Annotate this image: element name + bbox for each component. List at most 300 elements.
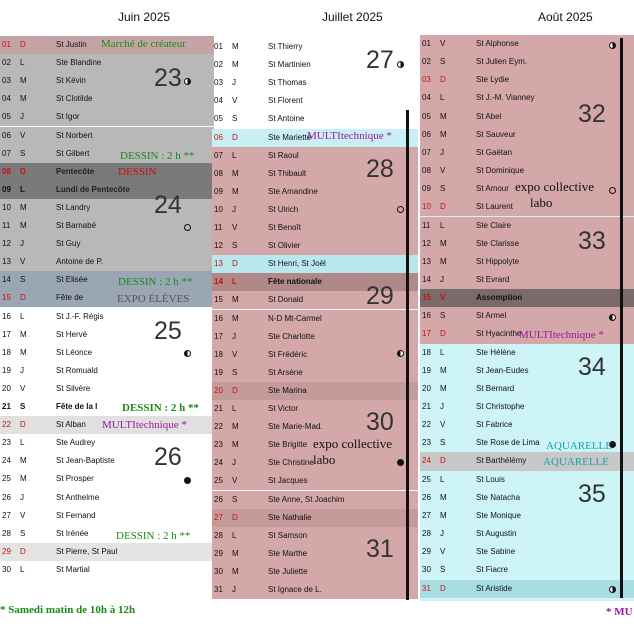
saint-name: St Pierre, St Paul — [56, 546, 118, 556]
august-day-row — [420, 416, 634, 434]
weekday-letter: V — [232, 223, 238, 232]
week-35: 35 — [578, 480, 606, 508]
weekday-letter: J — [232, 331, 236, 341]
weekday-letter: M — [232, 440, 239, 450]
july-day-row — [212, 491, 418, 509]
weekday-letter: L — [440, 93, 445, 103]
weekday-letter: S — [232, 494, 238, 504]
weekday-letter: M — [232, 42, 239, 51]
weekday-letter: J — [20, 112, 24, 122]
weekday-letter: S — [440, 565, 446, 575]
saint-name: St Jean-Baptiste — [56, 456, 115, 466]
annotation-expo-collective: expo collective — [515, 179, 595, 194]
july-day-row — [212, 237, 418, 255]
day-number: 21 — [422, 402, 431, 411]
weekday-letter: S — [232, 114, 238, 124]
day-number: 21 — [214, 404, 223, 413]
weekday-letter: S — [440, 438, 446, 448]
saint-name: St Gaëtan — [476, 147, 513, 157]
august-day-row — [420, 35, 634, 53]
saint-name: Ste Marie-Mad. — [268, 422, 323, 432]
weekday-letter: D — [20, 293, 26, 303]
day-number: 20 — [214, 385, 223, 395]
day-number: 26 — [214, 494, 223, 504]
july-day-row — [212, 92, 418, 110]
weekday-letter: V — [440, 293, 446, 303]
day-number: 29 — [422, 547, 431, 557]
weekday-letter: M — [232, 168, 239, 178]
weekday-letter: S — [440, 311, 446, 321]
day-number: 07 — [214, 150, 223, 160]
day-number: 04 — [422, 93, 431, 103]
day-number: 04 — [214, 96, 223, 106]
weekday-letter: M — [20, 76, 27, 86]
day-number: 27 — [422, 510, 431, 520]
weekday-letter: M — [440, 492, 447, 502]
week-34: 34 — [578, 353, 606, 381]
july-day-row — [212, 346, 418, 364]
june-day-row — [0, 54, 214, 72]
weekday-letter: J — [232, 585, 236, 594]
saint-name: St Thierry — [268, 42, 303, 51]
annotation-dessin: DESSIN : 2 h ** — [122, 402, 200, 414]
moon-new-icon — [609, 187, 616, 194]
day-number: 19 — [2, 365, 11, 375]
saint-name: St Samson — [268, 530, 308, 540]
saint-name: St Thomas — [268, 78, 307, 88]
weekday-letter: S — [20, 402, 26, 411]
saint-name: Ste Marthe — [268, 548, 308, 558]
saint-name: Ste Nathalie — [268, 512, 312, 522]
moon-first-quarter-icon — [397, 61, 404, 68]
weekday-letter: D — [440, 75, 446, 85]
annotation-labo: labo — [313, 452, 336, 467]
saint-name: St Hyacinthe — [476, 329, 522, 339]
weekday-letter: L — [232, 150, 237, 160]
saint-name: St Florent — [268, 96, 303, 106]
saint-name: Ste Hélène — [476, 347, 516, 357]
annotation-dessin-red: DESSIN — [118, 166, 157, 178]
saint-name: Ste Mariette — [268, 132, 312, 142]
day-number: 07 — [2, 148, 11, 158]
saint-name: St Clotilde — [56, 94, 93, 104]
weekday-letter: D — [232, 385, 238, 395]
day-number: 11 — [214, 223, 223, 232]
day-number: 25 — [214, 476, 223, 486]
june-day-row — [0, 127, 214, 145]
saint-name: St Louis — [476, 474, 505, 484]
weekday-letter: M — [232, 566, 239, 576]
day-number: 12 — [422, 238, 431, 248]
june-day-row — [0, 344, 214, 362]
weekday-letter: S — [440, 57, 446, 67]
day-number: 20 — [2, 383, 11, 393]
saint-name: St Amour — [476, 184, 509, 194]
august-day-row — [420, 198, 634, 216]
weekday-letter: D — [440, 456, 446, 466]
weekday-letter: V — [440, 547, 446, 557]
july-day-row — [212, 581, 418, 599]
saint-name: Ste Natacha — [476, 492, 521, 502]
day-number: 02 — [422, 57, 431, 67]
day-number: 05 — [422, 111, 431, 121]
weekday-letter: M — [20, 202, 27, 212]
saint-name: St Elisée — [56, 275, 88, 285]
saint-name: St Martial — [56, 564, 90, 574]
day-number: 03 — [214, 78, 223, 88]
weekday-letter: M — [232, 60, 239, 70]
saint-name: St Léonce — [56, 347, 93, 357]
moon-full-icon — [397, 459, 404, 466]
day-number: 21 — [2, 402, 11, 411]
july-day-row — [212, 563, 418, 581]
june-day-row — [0, 561, 214, 579]
saint-name: St Igor — [56, 112, 80, 122]
day-number: 24 — [214, 458, 223, 468]
saint-name: St Prosper — [56, 474, 94, 484]
annotation-dessin: DESSIN : 2 h ** — [118, 276, 193, 288]
footer-note-right: * MU — [606, 606, 633, 618]
july-day-row — [212, 509, 418, 527]
saint-name: Ste Monique — [476, 510, 521, 520]
day-number: 19 — [422, 365, 431, 375]
saint-name: St Fernand — [56, 510, 96, 520]
saint-name: Fête de — [56, 293, 84, 303]
day-number: 15 — [422, 293, 431, 303]
weekday-letter: S — [232, 367, 238, 377]
weekday-letter: D — [232, 259, 238, 269]
saint-name: St Olivier — [268, 241, 301, 251]
day-number: 03 — [422, 75, 431, 85]
saint-name: St Frédéric — [268, 349, 308, 359]
day-number: 05 — [2, 112, 11, 122]
saint-name: Ste Claire — [476, 220, 512, 230]
saint-name: Ste Anne, St Joachim — [268, 494, 345, 504]
day-number: 16 — [2, 311, 11, 321]
weekday-letter: D — [440, 202, 446, 212]
saint-name: St Irénée — [56, 528, 89, 538]
day-number: 20 — [422, 383, 431, 393]
june-day-row — [0, 452, 214, 470]
weekday-letter: L — [232, 530, 237, 540]
weekday-letter: D — [232, 132, 238, 142]
saint-name: St Ignace de L. — [268, 585, 322, 594]
annotation-dessin: DESSIN : 2 h ** — [120, 150, 195, 162]
day-number: 25 — [422, 474, 431, 484]
day-number: 27 — [214, 512, 223, 522]
weekday-letter: J — [440, 402, 444, 411]
day-number: 30 — [422, 565, 431, 575]
august-day-row — [420, 162, 634, 180]
day-number: 08 — [2, 166, 11, 176]
june-day-row — [0, 326, 214, 344]
august-day-row — [420, 307, 634, 325]
saint-name: Ste Amandine — [268, 186, 318, 196]
saint-name: Antoine de P. — [56, 257, 104, 267]
day-number: 30 — [2, 564, 11, 574]
day-number: 22 — [2, 420, 11, 430]
saint-name: St Augustin — [476, 529, 517, 539]
day-number: 01 — [214, 42, 223, 51]
annotation-marche: Marché de créateur — [101, 38, 186, 50]
annotation-multitechnique: MULTItechnique * — [102, 419, 187, 431]
week-23: 23 — [154, 64, 182, 92]
july-header: Juillet 2025 — [322, 10, 383, 24]
day-number: 08 — [422, 166, 431, 176]
weekday-letter: M — [20, 456, 27, 466]
june-day-row — [0, 308, 214, 326]
august-header: Août 2025 — [538, 10, 593, 24]
saint-name: Fête nationale — [268, 277, 322, 287]
saint-name: Ste Brigitte — [268, 440, 308, 450]
day-number: 12 — [2, 239, 11, 249]
day-number: 23 — [2, 438, 11, 448]
saint-name: St Victor — [268, 404, 299, 413]
week-28: 28 — [366, 155, 394, 183]
june-day-row — [0, 380, 214, 398]
moon-last-quarter-icon — [184, 350, 191, 357]
weekday-letter: M — [232, 422, 239, 432]
day-number: 17 — [422, 329, 431, 339]
day-number: 11 — [2, 221, 11, 230]
saint-name: Ste Clarisse — [476, 238, 520, 248]
day-number: 17 — [214, 331, 223, 341]
week-24: 24 — [154, 191, 182, 219]
weekday-letter: M — [20, 329, 27, 339]
day-number: 14 — [2, 275, 11, 285]
weekday-letter: M — [440, 383, 447, 393]
day-number: 10 — [214, 204, 223, 214]
weekday-letter: S — [232, 241, 238, 251]
saint-name: Ste Marina — [268, 385, 307, 395]
saint-name: St Abel — [476, 111, 502, 121]
june-day-row — [0, 362, 214, 380]
weekday-letter: V — [440, 39, 446, 48]
day-number: 08 — [214, 168, 223, 178]
day-number: 30 — [214, 566, 223, 576]
weekday-letter: M — [20, 474, 27, 484]
weekday-letter: M — [232, 295, 239, 305]
day-number: 18 — [214, 349, 223, 359]
saint-name: St Romuald — [56, 365, 98, 375]
june-day-row — [0, 72, 214, 90]
august-day-row — [420, 380, 634, 398]
moon-first-quarter-icon — [609, 586, 616, 593]
june-day-row — [0, 507, 214, 525]
week-27: 27 — [366, 46, 394, 74]
weekday-letter: J — [20, 492, 24, 502]
day-number: 19 — [214, 367, 223, 377]
august-day-row — [420, 53, 634, 71]
day-number: 16 — [422, 311, 431, 321]
day-number: 02 — [214, 60, 223, 70]
saint-name: Ste Sabine — [476, 547, 516, 557]
weekday-letter: V — [20, 130, 26, 140]
june-header: Juin 2025 — [118, 10, 171, 24]
saint-name: St Jacques — [268, 476, 308, 486]
day-number: 28 — [214, 530, 223, 540]
day-number: 28 — [422, 529, 431, 539]
weekday-letter: D — [232, 512, 238, 522]
weekday-letter: M — [440, 111, 447, 121]
saint-name: Ste Juliette — [268, 566, 308, 576]
day-number: 13 — [422, 256, 431, 266]
day-number: 02 — [2, 58, 11, 68]
june-day-row — [0, 470, 214, 488]
august-day-row — [420, 543, 634, 561]
saint-name: St Ulrich — [268, 204, 299, 214]
weekday-letter: L — [20, 564, 25, 574]
saint-name: St Donald — [268, 295, 304, 305]
saint-name: St Martinien — [268, 60, 311, 70]
saint-name: St Dominique — [476, 166, 525, 176]
week-29: 29 — [366, 282, 394, 310]
july-bar — [406, 110, 409, 600]
day-number: 22 — [214, 422, 223, 432]
week-32: 32 — [578, 100, 606, 128]
july-column — [212, 38, 418, 602]
weekday-letter: L — [20, 311, 25, 321]
day-number: 28 — [2, 528, 11, 538]
saint-name: St Christophe — [476, 402, 525, 411]
day-number: 05 — [214, 114, 223, 124]
saint-name: St Barnabé — [56, 221, 97, 230]
weekday-letter: L — [440, 474, 445, 484]
weekday-letter: M — [440, 256, 447, 266]
moon-last-quarter-icon — [397, 350, 404, 357]
day-number: 25 — [2, 474, 11, 484]
weekday-letter: D — [440, 583, 446, 593]
day-number: 17 — [2, 329, 11, 339]
weekday-letter: L — [440, 347, 445, 357]
saint-name: St Thibault — [268, 168, 307, 178]
day-number: 03 — [2, 76, 11, 86]
august-day-row — [420, 507, 634, 525]
weekday-letter: V — [232, 349, 238, 359]
weekday-letter: M — [440, 238, 447, 248]
saint-name: St Guy — [56, 239, 81, 249]
saint-name: St Alphonse — [476, 39, 519, 48]
day-number: 31 — [214, 585, 223, 594]
day-number: 06 — [2, 130, 11, 140]
saint-name: St Alban — [56, 420, 86, 430]
june-day-row — [0, 434, 214, 452]
august-day-row — [420, 580, 634, 598]
week-26: 26 — [154, 443, 182, 471]
weekday-letter: L — [232, 277, 237, 287]
july-day-row — [212, 219, 418, 237]
weekday-letter: V — [232, 476, 238, 486]
day-number: 24 — [422, 456, 431, 466]
saint-name: St J.-M. Vianney — [476, 93, 535, 103]
weekday-letter: J — [440, 147, 444, 157]
moon-new-icon — [184, 224, 191, 231]
august-day-row — [420, 271, 634, 289]
saint-name: St Gilbert — [56, 148, 90, 158]
weekday-letter: S — [20, 275, 26, 285]
day-number: 09 — [214, 186, 223, 196]
august-day-row — [420, 289, 634, 307]
day-number: 14 — [422, 274, 431, 284]
saint-name: St Hervé — [56, 329, 88, 339]
saint-name: St Arsène — [268, 367, 303, 377]
weekday-letter: V — [440, 166, 446, 176]
day-number: 01 — [422, 39, 431, 48]
weekday-letter: D — [20, 420, 26, 430]
day-number: 23 — [214, 440, 223, 450]
annotation-expo-eleves: EXPO ÉLÈVES — [117, 293, 190, 305]
annotation-expo-collective: expo collective — [313, 436, 393, 451]
annotation-labo: labo — [530, 195, 553, 210]
june-day-row — [0, 489, 214, 507]
weekday-letter: L — [232, 404, 237, 413]
day-number: 16 — [214, 313, 223, 323]
saint-name: St Fabrice — [476, 420, 513, 430]
weekday-letter: S — [440, 184, 446, 194]
weekday-letter: D — [20, 40, 26, 49]
weekday-letter: L — [20, 438, 25, 448]
saint-name: St Bernard — [476, 383, 515, 393]
weekday-letter: M — [232, 186, 239, 196]
saint-name: Assomption — [476, 293, 523, 303]
june-day-row — [0, 235, 214, 253]
saint-name: St Anthelme — [56, 492, 100, 502]
day-number: 15 — [2, 293, 11, 303]
saint-name: St Jean-Eudes — [476, 365, 529, 375]
day-number: 09 — [2, 184, 11, 194]
june-column — [0, 36, 214, 581]
weekday-letter: M — [440, 129, 447, 139]
weekday-letter: D — [20, 546, 26, 556]
day-number: 07 — [422, 147, 431, 157]
annotation-multitechnique: MULTItechnique * — [519, 329, 604, 341]
saint-name: Pentecôte — [56, 166, 95, 176]
july-day-row — [212, 328, 418, 346]
weekday-letter: J — [232, 204, 236, 214]
saint-name: Ste Lydie — [476, 75, 510, 85]
day-number: 22 — [422, 420, 431, 430]
june-day-row — [0, 163, 214, 181]
saint-name: Ste Rose de Lima — [476, 438, 540, 448]
day-number: 29 — [2, 546, 11, 556]
weekday-letter: M — [232, 548, 239, 558]
august-day-row — [420, 561, 634, 579]
weekday-letter: L — [20, 184, 25, 194]
day-number: 15 — [214, 295, 223, 305]
july-day-row — [212, 74, 418, 92]
saint-name: Lundi de Pentecôte — [56, 184, 130, 194]
saint-name: Ste Charlotte — [268, 331, 315, 341]
weekday-letter: M — [232, 313, 239, 323]
weekday-letter: J — [20, 239, 24, 249]
saint-name: St Kévin — [56, 76, 86, 86]
day-number: 13 — [2, 257, 11, 267]
june-day-row — [0, 543, 214, 561]
day-number: 27 — [2, 510, 11, 520]
saint-name: St Barthélémy — [476, 456, 527, 466]
saint-name: St Silvère — [56, 383, 91, 393]
saint-name: Ste Blandine — [56, 58, 102, 68]
saint-name: St Antoine — [268, 114, 305, 124]
june-day-row — [0, 217, 214, 235]
weekday-letter: D — [440, 329, 446, 339]
saint-name: St Armel — [476, 311, 507, 321]
june-day-row — [0, 253, 214, 271]
august-bar — [620, 38, 623, 598]
week-30: 30 — [366, 408, 394, 436]
weekday-letter: V — [20, 257, 26, 267]
july-day-row — [212, 310, 418, 328]
